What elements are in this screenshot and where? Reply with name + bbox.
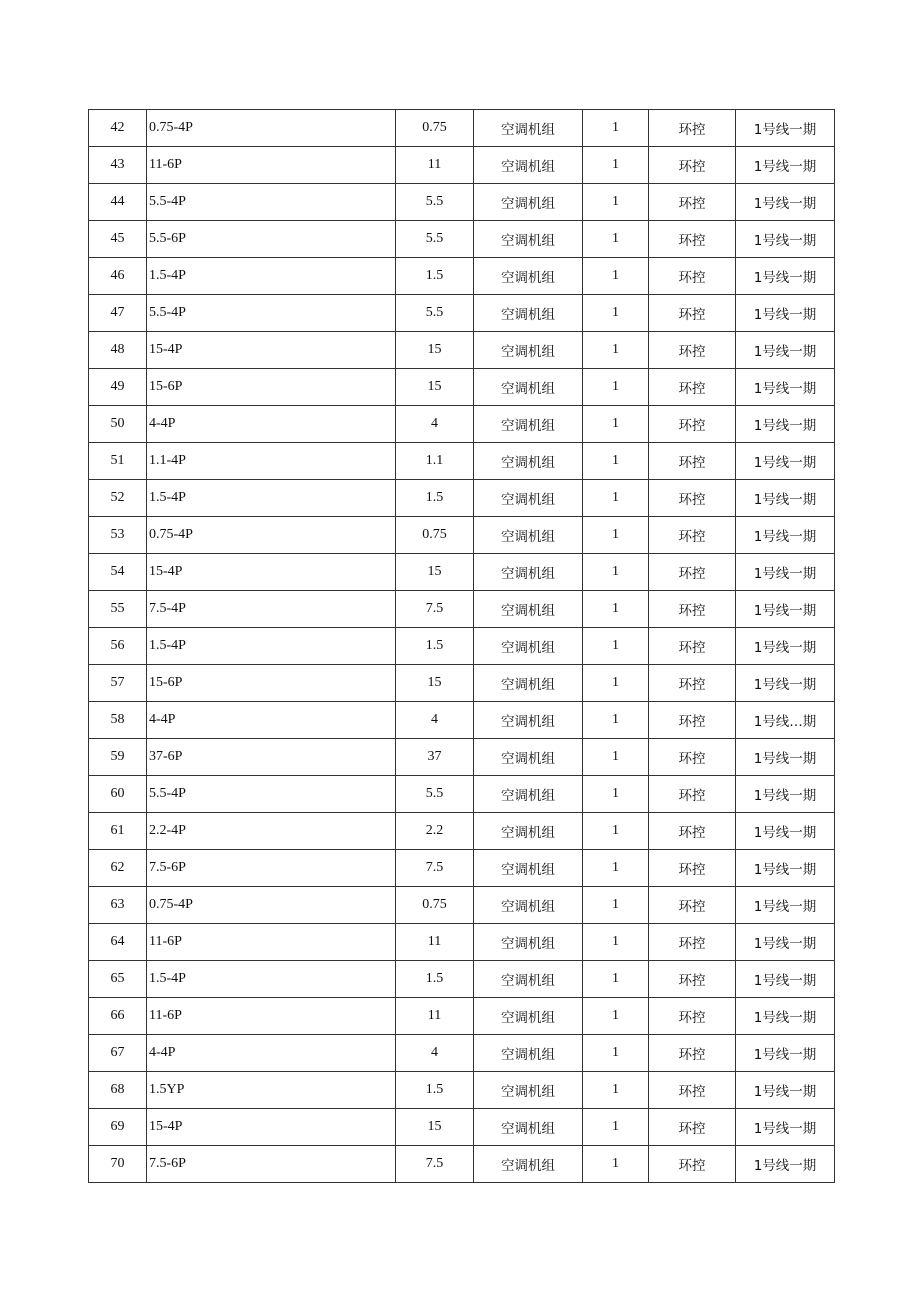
department-cell: 环控	[649, 480, 736, 517]
category-cell: 空调机组	[474, 1109, 583, 1146]
department-cell: 环控	[649, 332, 736, 369]
model-cell: 4-4P	[147, 1035, 396, 1072]
department-cell: 环控	[649, 924, 736, 961]
table-row	[89, 591, 835, 628]
line-cell: 1号线…期	[736, 702, 835, 739]
model-cell: 15-4P	[147, 332, 396, 369]
power-cell: 0.75	[396, 110, 474, 147]
power-cell: 5.5	[396, 295, 474, 332]
row-number: 43	[89, 147, 147, 184]
line-cell: 1号线一期	[736, 998, 835, 1035]
department-cell: 环控	[649, 443, 736, 480]
model-cell: 1.5-4P	[147, 258, 396, 295]
power-cell: 4	[396, 1035, 474, 1072]
model-cell: 11-6P	[147, 147, 396, 184]
line-cell: 1号线一期	[736, 554, 835, 591]
department-cell: 环控	[649, 776, 736, 813]
department-cell: 环控	[649, 369, 736, 406]
table-row	[89, 1109, 835, 1146]
quantity-cell: 1	[583, 332, 649, 369]
model-cell: 5.5-4P	[147, 295, 396, 332]
line-cell: 1号线一期	[736, 776, 835, 813]
power-cell: 0.75	[396, 887, 474, 924]
quantity-cell: 1	[583, 1146, 649, 1183]
model-cell: 2.2-4P	[147, 813, 396, 850]
row-number: 50	[89, 406, 147, 443]
table-row	[89, 258, 835, 295]
category-cell: 空调机组	[474, 554, 583, 591]
category-cell: 空调机组	[474, 406, 583, 443]
quantity-cell: 1	[583, 1072, 649, 1109]
table-row	[89, 813, 835, 850]
row-number: 51	[89, 443, 147, 480]
row-number: 44	[89, 184, 147, 221]
line-cell: 1号线一期	[736, 665, 835, 702]
power-cell: 15	[396, 1109, 474, 1146]
category-cell: 空调机组	[474, 517, 583, 554]
table-row	[89, 480, 835, 517]
model-cell: 5.5-4P	[147, 776, 396, 813]
row-number: 47	[89, 295, 147, 332]
department-cell: 环控	[649, 406, 736, 443]
quantity-cell: 1	[583, 961, 649, 998]
category-cell: 空调机组	[474, 221, 583, 258]
table-row	[89, 1072, 835, 1109]
category-cell: 空调机组	[474, 369, 583, 406]
row-number: 61	[89, 813, 147, 850]
row-number: 57	[89, 665, 147, 702]
category-cell: 空调机组	[474, 961, 583, 998]
power-cell: 7.5	[396, 1146, 474, 1183]
quantity-cell: 1	[583, 517, 649, 554]
line-cell: 1号线一期	[736, 110, 835, 147]
category-cell: 空调机组	[474, 295, 583, 332]
model-cell: 0.75-4P	[147, 517, 396, 554]
model-cell: 15-6P	[147, 665, 396, 702]
row-number: 68	[89, 1072, 147, 1109]
power-cell: 1.5	[396, 628, 474, 665]
quantity-cell: 1	[583, 591, 649, 628]
quantity-cell: 1	[583, 554, 649, 591]
category-cell: 空调机组	[474, 887, 583, 924]
category-cell: 空调机组	[474, 147, 583, 184]
department-cell: 环控	[649, 184, 736, 221]
table-row	[89, 739, 835, 776]
row-number: 55	[89, 591, 147, 628]
model-cell: 1.5-4P	[147, 480, 396, 517]
line-cell: 1号线一期	[736, 221, 835, 258]
row-number: 58	[89, 702, 147, 739]
line-cell: 1号线一期	[736, 1035, 835, 1072]
quantity-cell: 1	[583, 184, 649, 221]
power-cell: 11	[396, 924, 474, 961]
line-cell: 1号线一期	[736, 591, 835, 628]
power-cell: 11	[396, 147, 474, 184]
table-row	[89, 369, 835, 406]
power-cell: 7.5	[396, 591, 474, 628]
quantity-cell: 1	[583, 628, 649, 665]
category-cell: 空调机组	[474, 1035, 583, 1072]
department-cell: 环控	[649, 591, 736, 628]
category-cell: 空调机组	[474, 702, 583, 739]
power-cell: 5.5	[396, 221, 474, 258]
model-cell: 15-4P	[147, 1109, 396, 1146]
model-cell: 11-6P	[147, 998, 396, 1035]
line-cell: 1号线一期	[736, 258, 835, 295]
power-cell: 5.5	[396, 776, 474, 813]
department-cell: 环控	[649, 702, 736, 739]
line-cell: 1号线一期	[736, 1109, 835, 1146]
category-cell: 空调机组	[474, 110, 583, 147]
power-cell: 15	[396, 554, 474, 591]
quantity-cell: 1	[583, 924, 649, 961]
row-number: 49	[89, 369, 147, 406]
row-number: 48	[89, 332, 147, 369]
table-row	[89, 554, 835, 591]
model-cell: 37-6P	[147, 739, 396, 776]
table-row	[89, 961, 835, 998]
table-row	[89, 110, 835, 147]
table-row	[89, 1146, 835, 1183]
department-cell: 环控	[649, 295, 736, 332]
row-number: 70	[89, 1146, 147, 1183]
department-cell: 环控	[649, 850, 736, 887]
table-row	[89, 628, 835, 665]
power-cell: 7.5	[396, 850, 474, 887]
department-cell: 环控	[649, 998, 736, 1035]
row-number: 63	[89, 887, 147, 924]
category-cell: 空调机组	[474, 924, 583, 961]
table-row	[89, 406, 835, 443]
line-cell: 1号线一期	[736, 887, 835, 924]
row-number: 69	[89, 1109, 147, 1146]
model-cell: 1.5YP	[147, 1072, 396, 1109]
equipment-table	[88, 109, 835, 1183]
department-cell: 环控	[649, 628, 736, 665]
power-cell: 0.75	[396, 517, 474, 554]
quantity-cell: 1	[583, 887, 649, 924]
power-cell: 5.5	[396, 184, 474, 221]
table-row	[89, 332, 835, 369]
quantity-cell: 1	[583, 739, 649, 776]
category-cell: 空调机组	[474, 443, 583, 480]
table-row	[89, 295, 835, 332]
line-cell: 1号线一期	[736, 628, 835, 665]
category-cell: 空调机组	[474, 1146, 583, 1183]
table-row	[89, 443, 835, 480]
model-cell: 0.75-4P	[147, 887, 396, 924]
quantity-cell: 1	[583, 221, 649, 258]
model-cell: 7.5-6P	[147, 850, 396, 887]
department-cell: 环控	[649, 517, 736, 554]
category-cell: 空调机组	[474, 628, 583, 665]
power-cell: 2.2	[396, 813, 474, 850]
quantity-cell: 1	[583, 702, 649, 739]
table-row	[89, 776, 835, 813]
category-cell: 空调机组	[474, 332, 583, 369]
line-cell: 1号线一期	[736, 369, 835, 406]
department-cell: 环控	[649, 554, 736, 591]
quantity-cell: 1	[583, 406, 649, 443]
quantity-cell: 1	[583, 1035, 649, 1072]
table-body	[89, 110, 835, 1183]
line-cell: 1号线一期	[736, 924, 835, 961]
row-number: 66	[89, 998, 147, 1035]
line-cell: 1号线一期	[736, 739, 835, 776]
row-number: 45	[89, 221, 147, 258]
quantity-cell: 1	[583, 813, 649, 850]
row-number: 65	[89, 961, 147, 998]
quantity-cell: 1	[583, 998, 649, 1035]
quantity-cell: 1	[583, 776, 649, 813]
department-cell: 环控	[649, 258, 736, 295]
department-cell: 环控	[649, 147, 736, 184]
category-cell: 空调机组	[474, 776, 583, 813]
power-cell: 15	[396, 665, 474, 702]
category-cell: 空调机组	[474, 591, 583, 628]
table-row	[89, 998, 835, 1035]
table-row	[89, 1035, 835, 1072]
line-cell: 1号线一期	[736, 332, 835, 369]
department-cell: 环控	[649, 1146, 736, 1183]
quantity-cell: 1	[583, 147, 649, 184]
row-number: 42	[89, 110, 147, 147]
quantity-cell: 1	[583, 443, 649, 480]
line-cell: 1号线一期	[736, 1146, 835, 1183]
department-cell: 环控	[649, 1035, 736, 1072]
table-row	[89, 924, 835, 961]
table-row	[89, 702, 835, 739]
table-row	[89, 887, 835, 924]
quantity-cell: 1	[583, 258, 649, 295]
department-cell: 环控	[649, 221, 736, 258]
quantity-cell: 1	[583, 110, 649, 147]
table-row	[89, 147, 835, 184]
model-cell: 7.5-4P	[147, 591, 396, 628]
department-cell: 环控	[649, 739, 736, 776]
power-cell: 15	[396, 332, 474, 369]
line-cell: 1号线一期	[736, 295, 835, 332]
model-cell: 1.5-4P	[147, 961, 396, 998]
model-cell: 5.5-6P	[147, 221, 396, 258]
power-cell: 1.1	[396, 443, 474, 480]
category-cell: 空调机组	[474, 813, 583, 850]
line-cell: 1号线一期	[736, 517, 835, 554]
table-row	[89, 184, 835, 221]
table-row	[89, 517, 835, 554]
model-cell: 4-4P	[147, 406, 396, 443]
category-cell: 空调机组	[474, 480, 583, 517]
row-number: 64	[89, 924, 147, 961]
line-cell: 1号线一期	[736, 480, 835, 517]
power-cell: 1.5	[396, 1072, 474, 1109]
category-cell: 空调机组	[474, 850, 583, 887]
quantity-cell: 1	[583, 665, 649, 702]
model-cell: 5.5-4P	[147, 184, 396, 221]
power-cell: 1.5	[396, 258, 474, 295]
department-cell: 环控	[649, 1072, 736, 1109]
row-number: 53	[89, 517, 147, 554]
department-cell: 环控	[649, 110, 736, 147]
quantity-cell: 1	[583, 369, 649, 406]
department-cell: 环控	[649, 961, 736, 998]
model-cell: 11-6P	[147, 924, 396, 961]
department-cell: 环控	[649, 1109, 736, 1146]
department-cell: 环控	[649, 813, 736, 850]
model-cell: 0.75-4P	[147, 110, 396, 147]
row-number: 46	[89, 258, 147, 295]
line-cell: 1号线一期	[736, 850, 835, 887]
table-row	[89, 221, 835, 258]
line-cell: 1号线一期	[736, 961, 835, 998]
row-number: 67	[89, 1035, 147, 1072]
power-cell: 15	[396, 369, 474, 406]
line-cell: 1号线一期	[736, 813, 835, 850]
power-cell: 1.5	[396, 480, 474, 517]
line-cell: 1号线一期	[736, 406, 835, 443]
category-cell: 空调机组	[474, 258, 583, 295]
model-cell: 1.5-4P	[147, 628, 396, 665]
model-cell: 15-4P	[147, 554, 396, 591]
category-cell: 空调机组	[474, 184, 583, 221]
quantity-cell: 1	[583, 1109, 649, 1146]
model-cell: 15-6P	[147, 369, 396, 406]
model-cell: 4-4P	[147, 702, 396, 739]
line-cell: 1号线一期	[736, 184, 835, 221]
row-number: 52	[89, 480, 147, 517]
line-cell: 1号线一期	[736, 147, 835, 184]
power-cell: 4	[396, 702, 474, 739]
quantity-cell: 1	[583, 850, 649, 887]
table-row	[89, 665, 835, 702]
department-cell: 环控	[649, 665, 736, 702]
row-number: 60	[89, 776, 147, 813]
department-cell: 环控	[649, 887, 736, 924]
row-number: 54	[89, 554, 147, 591]
power-cell: 11	[396, 998, 474, 1035]
line-cell: 1号线一期	[736, 443, 835, 480]
power-cell: 37	[396, 739, 474, 776]
table-row	[89, 850, 835, 887]
model-cell: 7.5-6P	[147, 1146, 396, 1183]
category-cell: 空调机组	[474, 665, 583, 702]
row-number: 62	[89, 850, 147, 887]
category-cell: 空调机组	[474, 998, 583, 1035]
category-cell: 空调机组	[474, 1072, 583, 1109]
row-number: 56	[89, 628, 147, 665]
quantity-cell: 1	[583, 480, 649, 517]
power-cell: 1.5	[396, 961, 474, 998]
model-cell: 1.1-4P	[147, 443, 396, 480]
power-cell: 4	[396, 406, 474, 443]
quantity-cell: 1	[583, 295, 649, 332]
row-number: 59	[89, 739, 147, 776]
category-cell: 空调机组	[474, 739, 583, 776]
line-cell: 1号线一期	[736, 1072, 835, 1109]
